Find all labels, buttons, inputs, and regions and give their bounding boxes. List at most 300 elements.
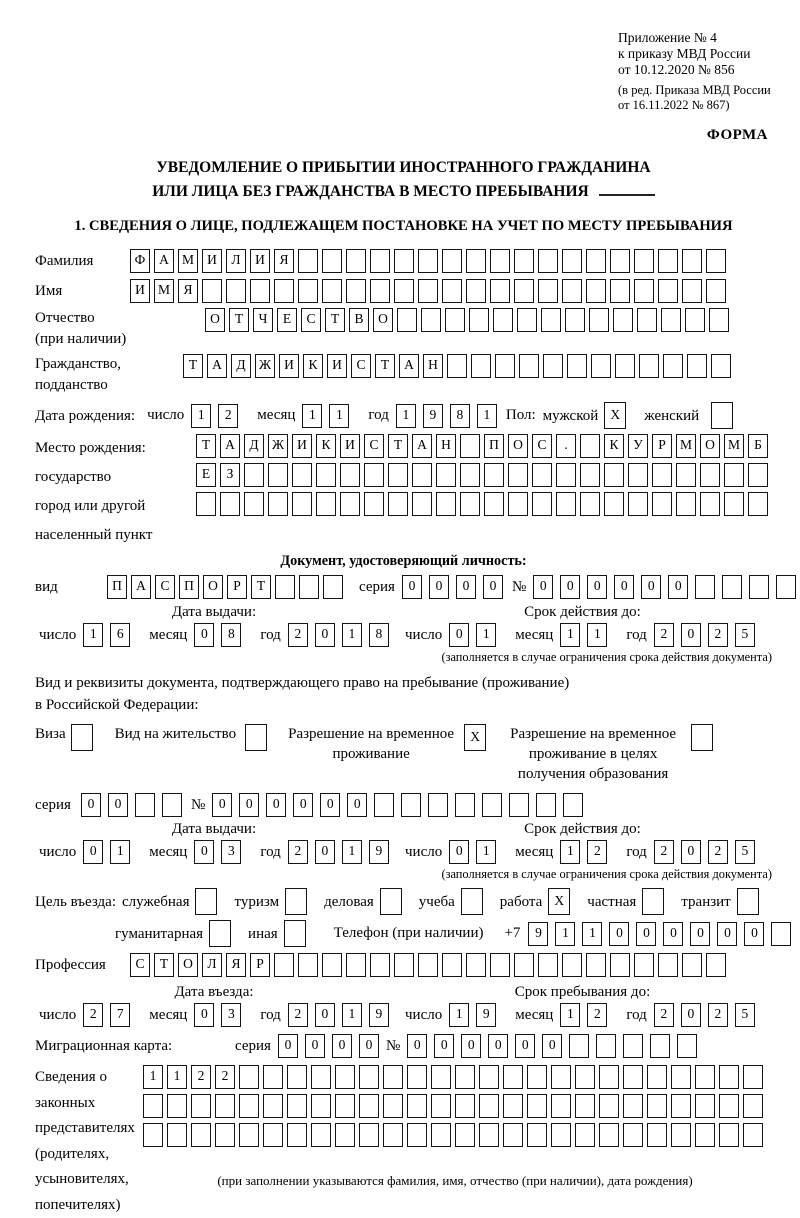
surname-cells: [130, 249, 730, 273]
char-cell: [407, 1065, 427, 1089]
char-cell: [634, 279, 654, 303]
identity-expiry-date: число 0 1 месяц 1 1 год 2 0 2 5: [393, 623, 772, 647]
entry-date: число 2 7 месяц 0 3 год 2 0 1 9: [35, 1003, 393, 1027]
char-cell: 1: [560, 840, 580, 864]
patronymic-row: [35, 308, 772, 350]
stay-year: [654, 1003, 762, 1027]
year-label: год: [368, 407, 389, 423]
purpose-study: учеба: [419, 888, 487, 915]
char-cell: [394, 953, 414, 977]
char-cell: С: [532, 434, 552, 458]
char-cell: [517, 308, 537, 332]
entry-month: [194, 1003, 248, 1027]
char-cell: [737, 888, 759, 915]
identity-expiry-year: [654, 623, 762, 647]
residence-expiry-header: Срок действия до:: [524, 821, 641, 837]
char-cell: [749, 575, 769, 599]
residence-intro-2: в Российской Федерации:: [35, 697, 199, 713]
migration-number-label: №: [385, 1037, 401, 1054]
char-cell: [484, 463, 504, 487]
char-cell: [284, 920, 306, 947]
birth-place-row-2: [196, 463, 772, 487]
char-cell: Л: [202, 953, 222, 977]
char-cell: 0: [456, 575, 476, 599]
migration-card-label: Миграционная карта:: [35, 1038, 173, 1054]
char-cell: [700, 492, 720, 516]
identity-dates-row: [35, 623, 772, 647]
char-cell: А: [399, 354, 419, 378]
char-cell: [748, 492, 768, 516]
char-cell: [335, 1094, 355, 1118]
char-cell: [575, 1123, 595, 1147]
purpose-row: [35, 888, 772, 915]
char-cell: [479, 1065, 499, 1089]
char-cell: [671, 1123, 691, 1147]
char-cell: [311, 1065, 331, 1089]
birth-date-label: Дата рождения:: [35, 407, 136, 424]
char-cell: [527, 1123, 547, 1147]
char-cell: [71, 724, 93, 751]
char-cell: 0: [663, 922, 683, 946]
char-cell: 9: [369, 840, 389, 864]
char-cell: [407, 1094, 427, 1118]
char-cell: 0: [614, 575, 634, 599]
char-cell: [503, 1123, 523, 1147]
char-cell: 0: [636, 922, 656, 946]
char-cell: 1: [143, 1065, 163, 1089]
char-cell: [604, 463, 624, 487]
entry-day: [83, 1003, 137, 1027]
char-cell: 0: [194, 623, 214, 647]
char-cell: [250, 279, 270, 303]
char-cell: [514, 953, 534, 977]
birth-place-labels: Место рождения: государство город или другой населенный пункт: [35, 440, 153, 543]
humanitarian-checkbox: [209, 920, 235, 947]
char-cell: 1: [476, 840, 496, 864]
char-cell: [436, 492, 456, 516]
char-cell: [135, 793, 155, 817]
residence-issue-header: Дата выдачи:: [171, 821, 257, 837]
char-cell: [604, 492, 624, 516]
char-cell: [685, 308, 705, 332]
char-cell: [596, 1034, 616, 1058]
option-temp-residence-education: Разрешение на временное проживание в целях получения образования: [504, 724, 717, 784]
citizenship-label: Гражданство, подданство: [35, 356, 122, 393]
char-cell: [340, 463, 360, 487]
char-cell: К: [316, 434, 336, 458]
title-blank-underline: [599, 181, 655, 196]
annex-block: [618, 30, 772, 78]
char-cell: .: [556, 434, 576, 458]
char-cell: [647, 1094, 667, 1118]
document-title: [35, 156, 772, 204]
char-cell: 2: [83, 1003, 103, 1027]
char-cell: 0: [533, 575, 553, 599]
char-cell: Е: [277, 308, 297, 332]
char-cell: [586, 249, 606, 273]
char-cell: [335, 1065, 355, 1089]
char-cell: [442, 249, 462, 273]
char-cell: [567, 354, 587, 378]
char-cell: X: [548, 888, 570, 915]
char-cell: [298, 953, 318, 977]
char-cell: 0: [407, 1034, 427, 1058]
char-cell: [490, 953, 510, 977]
temp-residence-checkbox: [464, 724, 490, 751]
char-cell: [418, 279, 438, 303]
char-cell: Б: [748, 434, 768, 458]
identity-issue-year: [288, 623, 396, 647]
char-cell: 1: [476, 623, 496, 647]
char-cell: [682, 953, 702, 977]
char-cell: 0: [83, 840, 103, 864]
char-cell: Т: [251, 575, 271, 599]
char-cell: И: [340, 434, 360, 458]
char-cell: [706, 249, 726, 273]
birth-place-row-1: [196, 434, 772, 458]
char-cell: 9: [476, 1003, 496, 1027]
char-cell: [650, 1034, 670, 1058]
char-cell: [663, 354, 683, 378]
char-cell: А: [207, 354, 227, 378]
char-cell: [532, 463, 552, 487]
char-cell: 0: [681, 840, 701, 864]
char-cell: [676, 463, 696, 487]
char-cell: [323, 575, 343, 599]
char-cell: [359, 1065, 379, 1089]
char-cell: 2: [708, 1003, 728, 1027]
char-cell: [551, 1065, 571, 1089]
phone-label: Телефон (при наличии): [333, 925, 484, 941]
char-cell: [538, 279, 558, 303]
entry-date-headers: [35, 984, 772, 1001]
char-cell: 0: [434, 1034, 454, 1058]
name-cells: [130, 279, 730, 303]
char-cell: [771, 922, 791, 946]
gender-female-label: женский: [644, 407, 700, 424]
char-cell: [479, 1123, 499, 1147]
char-cell: [647, 1065, 667, 1089]
char-cell: [661, 308, 681, 332]
identity-type-cells: [107, 575, 347, 599]
char-cell: [556, 463, 576, 487]
char-cell: 0: [488, 1034, 508, 1058]
char-cell: [383, 1094, 403, 1118]
char-cell: [503, 1065, 523, 1089]
char-cell: X: [464, 724, 486, 751]
char-cell: [538, 249, 558, 273]
char-cell: [541, 308, 561, 332]
char-cell: [676, 492, 696, 516]
char-cell: 1: [560, 1003, 580, 1027]
migration-series-cells: [278, 1034, 386, 1058]
char-cell: [610, 279, 630, 303]
char-cell: [652, 463, 672, 487]
char-cell: [469, 308, 489, 332]
other-checkbox: [284, 920, 310, 947]
phone-row: [35, 920, 772, 947]
identity-type-label: вид: [35, 579, 58, 595]
char-cell: [359, 1094, 379, 1118]
residence-intro-1: Вид и реквизиты документа, подтверждающего право на пребывание (проживание): [35, 675, 570, 691]
char-cell: [220, 492, 240, 516]
option-temp-residence: Разрешение на временное проживание X: [287, 724, 490, 764]
purpose-humanitarian: гуманитарная: [115, 920, 235, 947]
phone-prefix: +7: [504, 925, 521, 941]
char-cell: Я: [274, 249, 294, 273]
name-row: [35, 278, 772, 304]
char-cell: [623, 1094, 643, 1118]
char-cell: 0: [587, 575, 607, 599]
identity-limit-note: (заполняется в случае ограничения срока действия документа): [441, 650, 772, 664]
char-cell: [623, 1034, 643, 1058]
char-cell: 1: [167, 1065, 187, 1089]
char-cell: [455, 793, 475, 817]
char-cell: [226, 279, 246, 303]
char-cell: А: [412, 434, 432, 458]
char-cell: [209, 920, 231, 947]
char-cell: У: [628, 434, 648, 458]
char-cell: [508, 463, 528, 487]
char-cell: Е: [196, 463, 216, 487]
char-cell: [239, 1094, 259, 1118]
char-cell: [346, 249, 366, 273]
representatives-row-2: [143, 1094, 767, 1118]
char-cell: [562, 953, 582, 977]
char-cell: 0: [266, 793, 286, 817]
char-cell: [623, 1065, 643, 1089]
char-cell: [287, 1123, 307, 1147]
work-checkbox: [548, 888, 574, 915]
char-cell: [652, 492, 672, 516]
char-cell: [695, 575, 715, 599]
char-cell: [711, 402, 733, 429]
char-cell: [719, 1094, 739, 1118]
char-cell: 1: [560, 623, 580, 647]
char-cell: 1: [396, 404, 416, 428]
char-cell: 3: [221, 1003, 241, 1027]
birth-month-cells: [302, 404, 356, 428]
annex-line-1: Приложение № 4: [618, 30, 717, 45]
private-checkbox: [642, 888, 668, 915]
char-cell: П: [107, 575, 127, 599]
char-cell: [562, 249, 582, 273]
char-cell: 7: [110, 1003, 130, 1027]
char-cell: [569, 1034, 589, 1058]
char-cell: [687, 354, 707, 378]
char-cell: [431, 1094, 451, 1118]
patronymic-cells: [205, 308, 733, 332]
char-cell: [671, 1094, 691, 1118]
char-cell: Т: [154, 953, 174, 977]
char-cell: [287, 1094, 307, 1118]
char-cell: [442, 953, 462, 977]
char-cell: [447, 354, 467, 378]
char-cell: 2: [654, 1003, 674, 1027]
char-cell: [722, 575, 742, 599]
char-cell: [637, 308, 657, 332]
char-cell: [556, 492, 576, 516]
char-cell: М: [178, 249, 198, 273]
char-cell: 2: [708, 623, 728, 647]
char-cell: [610, 953, 630, 977]
char-cell: [195, 888, 217, 915]
char-cell: Д: [231, 354, 251, 378]
migration-series-label: серия: [235, 1037, 271, 1054]
char-cell: [682, 249, 702, 273]
char-cell: 0: [315, 623, 335, 647]
char-cell: [239, 1065, 259, 1089]
char-cell: [239, 1123, 259, 1147]
business-checkbox: [380, 888, 406, 915]
char-cell: [466, 249, 486, 273]
char-cell: [519, 354, 539, 378]
residence-expiry-month: [560, 840, 614, 864]
char-cell: 3: [221, 840, 241, 864]
temp-residence-education-checkbox: [691, 724, 717, 751]
char-cell: [388, 463, 408, 487]
char-cell: С: [155, 575, 175, 599]
char-cell: [263, 1065, 283, 1089]
char-cell: [575, 1065, 595, 1089]
char-cell: [551, 1123, 571, 1147]
char-cell: З: [220, 463, 240, 487]
char-cell: [460, 463, 480, 487]
char-cell: 0: [239, 793, 259, 817]
char-cell: 9: [528, 922, 548, 946]
char-cell: [455, 1094, 475, 1118]
char-cell: [589, 308, 609, 332]
char-cell: [436, 463, 456, 487]
char-cell: [244, 492, 264, 516]
annex-line-3: от 10.12.2020 № 856: [618, 62, 735, 77]
char-cell: [639, 354, 659, 378]
stay-until-header: Срок пребывания до:: [514, 984, 651, 1000]
char-cell: 0: [359, 1034, 379, 1058]
char-cell: [383, 1123, 403, 1147]
char-cell: Я: [178, 279, 198, 303]
char-cell: 0: [429, 575, 449, 599]
representatives-row-3: [143, 1123, 767, 1147]
char-cell: Р: [250, 953, 270, 977]
char-cell: 1: [582, 922, 602, 946]
char-cell: 0: [332, 1034, 352, 1058]
birth-place-rows: [196, 434, 772, 516]
char-cell: [298, 279, 318, 303]
char-cell: [412, 463, 432, 487]
char-cell: 1: [83, 623, 103, 647]
char-cell: [298, 249, 318, 273]
char-cell: 1: [342, 623, 362, 647]
char-cell: [263, 1094, 283, 1118]
char-cell: [455, 1123, 475, 1147]
char-cell: 1: [555, 922, 575, 946]
purpose-tourism: туризм: [234, 888, 311, 915]
char-cell: [682, 279, 702, 303]
char-cell: [412, 492, 432, 516]
char-cell: [706, 953, 726, 977]
birth-year-cells: [396, 404, 504, 428]
char-cell: [364, 492, 384, 516]
residence-expiry-day: [449, 840, 503, 864]
char-cell: Т: [375, 354, 395, 378]
char-cell: [268, 492, 288, 516]
char-cell: [743, 1094, 763, 1118]
char-cell: [599, 1094, 619, 1118]
char-cell: С: [130, 953, 150, 977]
char-cell: [628, 463, 648, 487]
char-cell: [401, 793, 421, 817]
char-cell: [599, 1123, 619, 1147]
char-cell: О: [178, 953, 198, 977]
char-cell: 0: [315, 840, 335, 864]
profession-label: Профессия: [35, 957, 106, 973]
char-cell: [196, 492, 216, 516]
char-cell: О: [203, 575, 223, 599]
char-cell: [532, 492, 552, 516]
char-cell: [724, 492, 744, 516]
char-cell: 0: [347, 793, 367, 817]
residence-issue-month: [194, 840, 248, 864]
stay-until-date: число 1 9 месяц 1 2 год 2 0 2 5: [393, 1003, 772, 1027]
char-cell: [490, 279, 510, 303]
char-cell: [292, 463, 312, 487]
entry-date-header: Дата въезда:: [174, 984, 254, 1000]
birth-day-cells: [191, 404, 245, 428]
char-cell: 0: [449, 623, 469, 647]
char-cell: [658, 279, 678, 303]
birth-place-row-3: [196, 492, 772, 516]
stay-day: [449, 1003, 503, 1027]
char-cell: [202, 279, 222, 303]
char-cell: [613, 308, 633, 332]
char-cell: [191, 1094, 211, 1118]
char-cell: 1: [477, 404, 497, 428]
residence-series-cells: [81, 793, 189, 817]
surname-row: [35, 248, 772, 274]
char-cell: К: [303, 354, 323, 378]
visa-checkbox: [71, 724, 97, 751]
char-cell: [394, 249, 414, 273]
char-cell: 0: [542, 1034, 562, 1058]
annex-line-2: к приказу МВД России: [618, 46, 751, 61]
purpose-business-official: служебная: [122, 888, 222, 915]
char-cell: 2: [654, 623, 674, 647]
char-cell: [565, 308, 585, 332]
entry-dates-row: [35, 1003, 772, 1027]
char-cell: 1: [449, 1003, 469, 1027]
residence-limit-note: (заполняется в случае ограничения срока действия документа): [441, 867, 772, 881]
birth-date-row: [35, 402, 772, 429]
char-cell: Я: [226, 953, 246, 977]
surname-label: Фамилия: [35, 253, 94, 269]
char-cell: [484, 492, 504, 516]
representatives-rows: [143, 1065, 767, 1189]
identity-issue-month: [194, 623, 248, 647]
char-cell: 0: [305, 1034, 325, 1058]
gender-male-checkbox: [604, 402, 630, 429]
char-cell: 1: [342, 840, 362, 864]
char-cell: 0: [212, 793, 232, 817]
char-cell: Л: [226, 249, 246, 273]
char-cell: [509, 793, 529, 817]
char-cell: 0: [717, 922, 737, 946]
char-cell: [431, 1065, 451, 1089]
identity-expiry-month: [560, 623, 614, 647]
char-cell: [562, 279, 582, 303]
char-cell: [143, 1123, 163, 1147]
char-cell: [599, 1065, 619, 1089]
